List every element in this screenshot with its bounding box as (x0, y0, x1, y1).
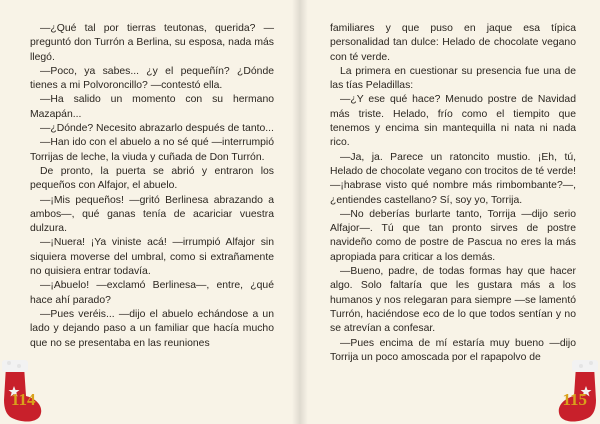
page-number: 114 (11, 390, 36, 409)
paragraph: —Poco, ya sabes... ¿y el pequeñín? ¿Dónde tienes a mi Polvoroncillo? —contestó ella. (30, 65, 274, 92)
paragraph: —Pues veréis... —dijo el abuelo echándose a un lado y dejando paso a un familiar que hacía mucho que no se presentaba en las reuniones (30, 308, 274, 349)
paragraph: —¡Abuelo! —exclamó Berlinesa—, entre, ¿qué hace ahí parado? (30, 280, 274, 306)
right-page (300, 0, 600, 424)
paragraph: —¡Nuera! ¡Ya viniste acá! —irrumpió Alfajor sin siquiera moverse del umbral, como si extrañamente no quisiera entrar todavía. (30, 237, 274, 278)
paragraph: —¿Dónde? Necesito abrazarlo después de tanto... (40, 123, 274, 135)
christmas-stocking-icon (0, 352, 44, 424)
paragraph: —¡Mis pequeños! —gritó Berlinesa abrazando a ambos—, qué ganas tenía de acariciar vuestra dulzura. (30, 194, 274, 235)
paragraph: —¿Qué tal por tierras teutonas, querida? —preguntó don Turrón a Berlina, su esposa, nada más llegó. (30, 23, 274, 63)
christmas-stocking-icon (556, 352, 600, 424)
paragraph: —Han ido con el abuelo a no sé qué —interrumpió Torrijas de leche, la viuda y cuñada de Don Turrón. (30, 137, 274, 163)
right-page-text (330, 22, 576, 365)
paragraph: —No deberías burlarte tanto, Torrija —dijo serio Alfajor—. Tú que tan pronto sirves de postre navideño como de postre de Pascua no eres la más apropiada para criticar a los demás. (330, 208, 576, 263)
paragraph: De pronto, la puerta se abrió y entraron los pequeños con Alfajor, el abuelo. (30, 165, 274, 192)
paragraph: —Ja, ja. Parece un ratoncito mustio. ¡Eh, tú, Helado de chocolate vegano con trocitos de té verde! —¡habrase visto qué nombre más rimbombante?—, ¿entiendes castellano? Sí, soy yo, Torrija. (330, 151, 576, 206)
paragraph: La primera en cuestionar su presencia fue una de las tías Peladillas: (330, 65, 576, 92)
page-number: 115 (562, 390, 587, 409)
paragraph: —Bueno, padre, de todas formas hay que hacer algo. Solo faltaría que les gustara más a los humanos y nos relegaran para siempre —se lamentó Turrón, haciéndose eco de lo que todos sentían y no se atrevían a confesar. (330, 266, 576, 335)
book-gutter (292, 0, 308, 424)
paragraph: —Ha salido un momento con su hermano Mazapán... (30, 94, 274, 120)
left-page-text (30, 22, 274, 351)
paragraph: familiares y que puso en jaque esa típica personalidad tan dulce: Helado de chocolate vegano con té verde. (330, 23, 576, 63)
paragraph: —¿Y ese qué hace? Menudo postre de Navidad más triste. Helado, frío como el tiempito que tenemos y encima sin mantequilla ni nata ni nada rico. (330, 94, 576, 149)
paragraph: —Pues encima de mí estaría muy bueno —dijo Torrija un poco amoscada por el rapapolvo de (330, 337, 576, 363)
